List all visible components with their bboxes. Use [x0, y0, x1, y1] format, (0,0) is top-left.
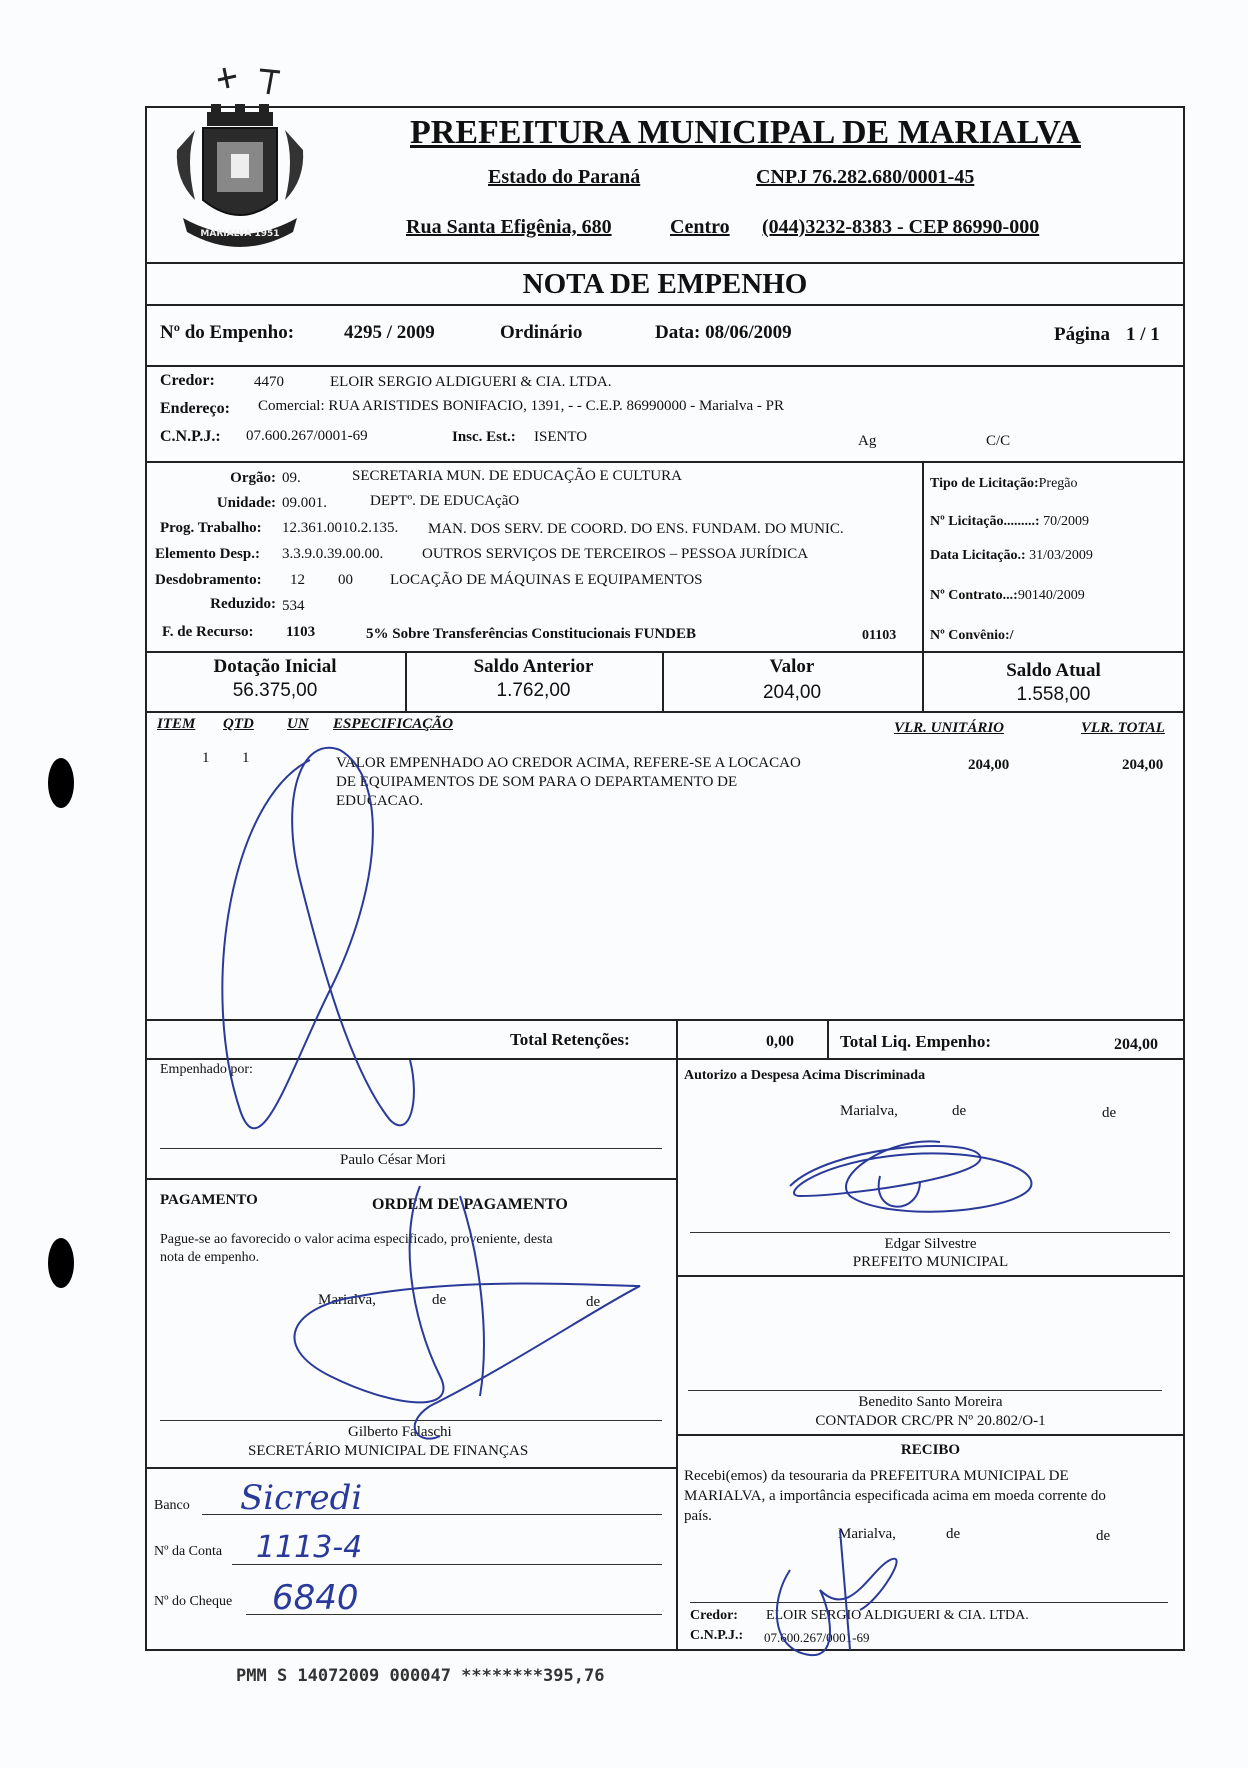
elemento-desc: OUTROS SERVIÇOS DE TERCEIROS – PESSOA JURÍDICA	[422, 546, 809, 562]
empenhado-label: Empenhado por:	[160, 1062, 253, 1077]
pagamento-label: PAGAMENTO	[160, 1192, 258, 1208]
credor-code: 4470	[254, 374, 284, 390]
page-number: 1 / 1	[1126, 324, 1160, 345]
recibo-cnpj: 07.600.267/0001-69	[764, 1630, 870, 1645]
ordem-pagamento-label: ORDEM DE PAGAMENTO	[372, 1196, 568, 1213]
liquido-value: 204,00	[1114, 1036, 1158, 1053]
page-label: Página	[1054, 324, 1110, 345]
retencoes-label: Total Retenções:	[510, 1030, 630, 1049]
valor-value: 204,00	[762, 682, 822, 703]
prefeito-role: PREFEITO MUNICIPAL	[852, 1254, 1009, 1270]
credor-address: Comercial: RUA ARISTIDES BONIFACIO, 1391, - - C.E.P. 86990000 - Marialva - PR	[258, 398, 784, 414]
desdobramento-a: 12	[290, 572, 305, 588]
recibo-de2: de	[1096, 1528, 1111, 1544]
licitacao-data: Data Licitação.: 31/03/2009	[930, 548, 1093, 563]
banco-label: Banco	[154, 1498, 190, 1513]
recibo-cnpj-label: C.N.P.J.:	[690, 1628, 744, 1643]
recurso-desc: 5% Sobre Transferências Constitucionais FUNDEB	[366, 626, 697, 642]
orgao-label: Orgão:	[230, 470, 276, 486]
dotacao-value: 56.375,00	[232, 680, 318, 701]
recibo-text-line1: Recebi(emos) da tesouraria da PREFEITURA MUNICIPAL DE	[684, 1468, 1069, 1484]
address-label: Endereço:	[160, 400, 230, 417]
recibo-credor-label: Credor:	[690, 1608, 738, 1623]
conta-label: Nº da Conta	[154, 1544, 223, 1559]
empenho-number-label: Nº do Empenho:	[160, 322, 295, 343]
licitacao-contrato: Nº Contrato...:90140/2009	[930, 588, 1085, 603]
recurso-label: F. de Recurso:	[162, 624, 254, 640]
recibo-city: Marialva,	[838, 1526, 896, 1542]
recibo-credor-name: ELOIR SERGIO ALDIGUERI & CIA. LTDA.	[766, 1608, 1029, 1623]
recibo-text-line3: país.	[684, 1508, 712, 1524]
municipal-crest-icon	[165, 100, 315, 260]
credor-name: ELOIR SERGIO ALDIGUERI & CIA. LTDA.	[330, 374, 612, 390]
prog-label: Prog. Trabalho:	[160, 520, 262, 536]
conta-value: 1113-4	[256, 1530, 363, 1565]
municipality-title: PREFEITURA MUNICIPAL DE MARIALVA	[410, 114, 1081, 151]
item-desc-line1: VALOR EMPENHADO AO CREDOR ACIMA, REFERE-SE A LOCACAO	[336, 755, 801, 771]
state-name: Estado do Paraná	[488, 166, 641, 188]
prog-code: 12.361.0010.2.135.	[282, 520, 399, 536]
cheque-value: 6840	[272, 1578, 359, 1618]
saldo-atual-value: 1.558,00	[1016, 684, 1091, 705]
credor-cnpj-label: C.N.P.J.:	[160, 428, 221, 445]
municipality-cnpj: CNPJ 76.282.680/0001-45	[756, 166, 975, 188]
autorizo-city: Marialva,	[840, 1103, 898, 1119]
elemento-label: Elemento Desp.:	[155, 546, 260, 562]
empenho-type: Ordinário	[500, 322, 583, 343]
pagamento-de2: de	[586, 1294, 601, 1310]
item-unit-value: 204,00	[968, 757, 1010, 773]
unidade-label: Unidade:	[216, 495, 276, 511]
col-total-header: VLR. TOTAL	[1081, 720, 1165, 736]
banco-value: Sicredi	[240, 1478, 363, 1518]
orgao-code: 09.	[282, 470, 301, 486]
binder-hole-mark	[48, 758, 74, 808]
payment-stamp: PMM S 14072009 000047 ********395,76	[236, 1666, 605, 1686]
credor-cnpj: 07.600.267/0001-69	[246, 428, 368, 444]
desdobramento-label: Desdobramento:	[155, 572, 262, 588]
reduzido-label: Reduzido:	[210, 596, 276, 612]
empenho-number: 4295 / 2009	[344, 322, 435, 343]
elemento-code: 3.3.9.0.39.00.00.	[282, 546, 384, 562]
desdobramento-desc: LOCAÇÃO DE MÁQUINAS E EQUIPAMENTOS	[390, 572, 703, 588]
autorizo-de1: de	[952, 1103, 967, 1119]
address-district: Centro	[670, 216, 730, 238]
recurso-code: 1103	[286, 624, 316, 640]
item-desc-line3: EDUCACAO.	[336, 793, 424, 809]
saldo-atual-label: Saldo Atual	[1006, 660, 1101, 681]
address-phone-cep: (044)3232-8383 - CEP 86990-000	[762, 216, 1040, 238]
col-item-header: ITEM	[157, 716, 196, 732]
saldo-anterior-label: Saldo Anterior	[473, 656, 594, 677]
address-street: Rua Santa Efigênia, 680	[406, 216, 612, 238]
secretario-role: SECRETÁRIO MUNICIPAL DE FINANÇAS	[248, 1443, 529, 1459]
item-number: 1	[202, 750, 210, 766]
empenhado-name: Paulo César Mori	[340, 1152, 446, 1168]
item-total-value: 204,00	[1122, 757, 1164, 773]
item-desc-line2: DE EQUIPAMENTOS DE SOM PARA O DEPARTAMENTO DE	[336, 774, 738, 790]
document-title: NOTA DE EMPENHO	[522, 268, 808, 300]
col-espec-header: ESPECIFICAÇÃO	[333, 716, 454, 732]
recibo-de1: de	[946, 1526, 961, 1542]
dotacao-label: Dotação Inicial	[213, 656, 337, 677]
recibo-text-line2: MARIALVA, a importância especificada acima em moeda corrente do	[684, 1488, 1106, 1504]
insc-label: Insc. Est.:	[452, 429, 516, 445]
recibo-title: RECIBO	[900, 1442, 961, 1458]
col-un-header: UN	[287, 716, 309, 732]
licitacao-tipo: Tipo de Licitação:Pregão	[930, 476, 1078, 491]
liquido-label: Total Liq. Empenho:	[840, 1032, 991, 1051]
unidade-desc: DEPTº. DE EDUCAçãO	[370, 493, 520, 509]
orgao-desc: SECRETARIA MUN. DE EDUCAÇÃO E CULTURA	[352, 468, 682, 484]
credor-label: Credor:	[160, 372, 215, 389]
reduzido-value: 534	[282, 598, 305, 614]
contador-name: Benedito Santo Moreira	[858, 1394, 1003, 1410]
ag-label: Ag	[858, 433, 877, 449]
prefeito-name: Edgar Silvestre	[884, 1236, 977, 1252]
pagamento-text-line1: Pague-se ao favorecido o valor acima especificado, proveniente, desta	[160, 1232, 553, 1247]
unidade-code: 09.001.	[282, 495, 327, 511]
col-unit-header: VLR. UNITÁRIO	[894, 720, 1005, 736]
licitacao-convenio: Nº Convênio:/	[930, 628, 1014, 643]
contador-role: CONTADOR CRC/PR Nº 20.802/O-1	[815, 1413, 1046, 1429]
insc-value: ISENTO	[534, 429, 588, 445]
valor-label: Valor	[769, 656, 815, 677]
pagamento-de1: de	[432, 1292, 447, 1308]
cc-label: C/C	[986, 433, 1011, 449]
svg-text:MARIALVA 1951: MARIALVA 1951	[200, 229, 280, 239]
saldo-anterior-value: 1.762,00	[496, 680, 571, 701]
secretario-name: Gilberto Falaschi	[348, 1424, 452, 1440]
pagamento-text-line2: nota de empenho.	[160, 1250, 260, 1265]
autorizo-label: Autorizo a Despesa Acima Discriminada	[684, 1068, 926, 1083]
recurso-code2: 01103	[862, 628, 897, 643]
retencoes-value: 0,00	[766, 1033, 794, 1050]
autorizo-de2: de	[1102, 1105, 1117, 1121]
empenho-date: Data: 08/06/2009	[655, 322, 792, 343]
licitacao-numero: Nº Licitação.........: 70/2009	[930, 514, 1089, 529]
item-qtd: 1	[242, 750, 250, 766]
desdobramento-b: 00	[338, 572, 353, 588]
col-qtd-header: QTD	[223, 716, 254, 732]
prog-desc: MAN. DOS SERV. DE COORD. DO ENS. FUNDAM. DO MUNIC.	[428, 521, 844, 537]
cheque-label: Nº do Cheque	[154, 1594, 233, 1609]
binder-hole-mark	[48, 1238, 74, 1288]
pagamento-city: Marialva,	[318, 1292, 376, 1308]
